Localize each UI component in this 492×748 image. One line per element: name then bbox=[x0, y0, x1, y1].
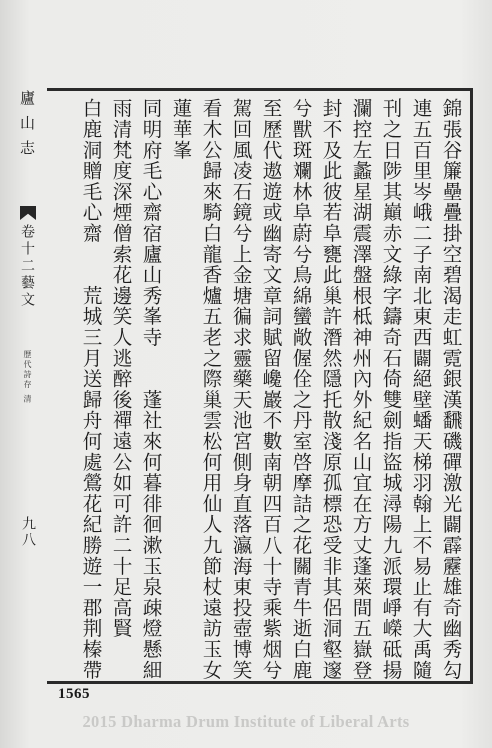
text-column: 駕回風凌石鏡兮上金塘徧求靈藥天池宮側身直落瀛海東投壺博笑 bbox=[229, 98, 252, 681]
text-column: 蓮華峯 bbox=[169, 98, 192, 161]
text-column: 錦張谷簾壘疊掛空碧渴走虹霓銀漢飜磯磾激光闢霹靂雄奇幽秀勾 bbox=[439, 98, 462, 681]
text-column: 連五百里岑峨二子南北東西闢絕壁蟠天梯羽翰上不易止有大禹隨 bbox=[409, 98, 432, 681]
text-body bbox=[58, 98, 468, 681]
text-column: 兮獸斑斕林阜蔚兮鳥綿蠻敞偓佺之丹室啓摩詰之花關青牛逝白鹿 bbox=[289, 98, 312, 681]
margin-strip bbox=[0, 88, 47, 681]
watermark: 2015 Dharma Drum Institute of Liberal Arts bbox=[82, 712, 410, 731]
text-column: 封不及此彼若阜甕此巢許潛然隱托散淺原孤標恐受非其侶洞壑邃 bbox=[319, 98, 342, 681]
poem-title-column: 白鹿洞贈毛心齋 荒城三月送歸舟何處鶯花紀勝遊一郡荆榛帶 bbox=[79, 98, 102, 681]
text-column: 刊之日陟其巔赤文綠字鑄奇石倚雙劍指盜城潯陽九派環崢嶸砥揚 bbox=[379, 98, 402, 681]
text-column: 至歷代遨遊或幽寄文章詞賦留巉巖不數南朝四百八十寺乘紫烟兮 bbox=[259, 98, 282, 681]
margin-section: 歷代詩存 清 bbox=[23, 350, 32, 405]
text-column: 瀾控左蠡星湖震澤盤根柢神州內外紀名山宜在方丈蓬萊間五嶽登 bbox=[349, 98, 372, 681]
poem-title-column: 同明府毛心齋宿廬山秀峯寺 蓬社來何暮徘徊漱玉泉疎燈懸細 bbox=[139, 98, 162, 681]
text-column: 看木公歸來騎白龍香爐五老之際巢雲松何用仙人九節杖遠訪玉女 bbox=[199, 98, 222, 681]
page-number: 1565 bbox=[58, 686, 90, 702]
frame-right-rule bbox=[470, 88, 473, 681]
margin-book-title: 廬山志 bbox=[18, 90, 36, 165]
margin-volume: 卷十二藝文 bbox=[19, 224, 35, 309]
margin-page-mark: 九八 bbox=[20, 516, 36, 548]
fishtail-mark bbox=[20, 206, 36, 220]
text-column: 雨清梵度深煙僧索花邊笑人逃醉後禪遠公如可許二十足高賢 bbox=[109, 98, 132, 639]
